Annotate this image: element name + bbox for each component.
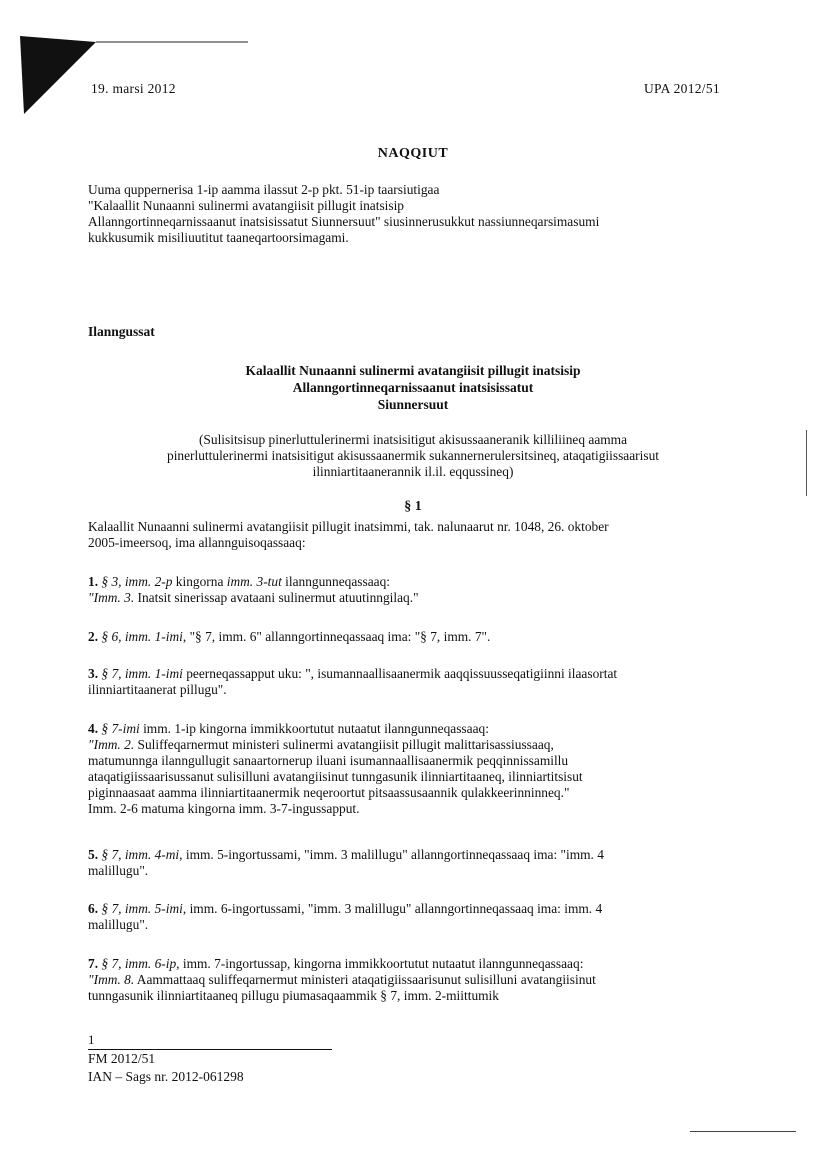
item-text: Inatsit sinerissap avataani sulinermut atuutinngilaq." (134, 590, 419, 605)
intro-line: Uuma quppernerisa 1-ip aamma ilassut 2-p pkt. 51-ip taarsiutigaa (88, 182, 440, 197)
item-reference: § 7, imm. 1-imi (101, 666, 183, 681)
law-title (0, 362, 826, 413)
item-reference: imm. 3-tut (226, 574, 282, 589)
item-text: ilinniartitaanerat pillugu". (88, 682, 227, 697)
item-reference: § 7, imm. 4-mi (101, 847, 180, 862)
section1-intro-line: Kalaallit Nunaanni sulinermi avatangiisit pillugit inatsimmi, tak. nalunaarut nr. 1048, 26. oktober (88, 519, 609, 534)
item-text: imm. 1-ip kingorna immikkoortutut nutaatut ilanngunneqassaaq: (139, 721, 489, 736)
item-text: ataqatigiissaarisussanut sulisilluni avatangiisinut tunngasunik ilinniartitaaneq, ilinniartitsisut (88, 769, 583, 784)
footnote-divider (88, 1049, 332, 1050)
law-title-line: Kalaallit Nunaanni sulinermi avatangiisit pillugit inatsisip (245, 363, 581, 378)
intro-line: "Kalaallit Nunaanni sulinermi avatangiisit pillugit inatsisip (88, 198, 405, 213)
margin-line (806, 430, 807, 496)
item-text: , "§ 7, imm. 6" allanngortinneqassaaq ima: "§ 7, imm. 7". (182, 629, 491, 644)
law-title-line: Siunnersuut (377, 397, 449, 412)
intro-paragraph (88, 182, 748, 246)
quote-reference: "Imm. 8. (88, 972, 135, 987)
intro-line: Allanngortinneqarnissaanut inatsisissatut Siunnersuut" siusinnerusukkut nassiunneqarsimasumi (88, 214, 600, 229)
amendment-item-5 (88, 847, 748, 879)
item-text: malillugu". (88, 863, 149, 878)
item-text: , imm. 7-ingortussap, kingorna immikkoortutut nutaatut ilanngunneqassaaq: (176, 956, 584, 971)
law-subtitle (0, 432, 826, 480)
item-reference: § 7, imm. 6-ip (101, 956, 177, 971)
item-text: ilanngunneqassaaq: (281, 574, 391, 589)
amendment-item-4 (88, 721, 748, 817)
document-date: 19. marsi 2012 (91, 81, 176, 96)
item-text: piginnaasaat aamma ilinniartitaanermik neqeroortut pitsaassusaannik qulakkeerinninneq." (88, 785, 570, 800)
law-subtitle-line: (Sulisitsisup pinerluttulerinermi inatsisitigut akisussaaneranik killiliineq aamma (198, 432, 628, 447)
item-text: kingorna (172, 574, 227, 589)
item-text: Imm. 2-6 matuma kingorna imm. 3-7-ingussapput. (88, 801, 360, 816)
section1-intro (88, 519, 748, 551)
item-reference: § 3, imm. 2-p (101, 574, 173, 589)
law-title-line: Allanngortinneqarnissaanut inatsisissatut (292, 380, 534, 395)
item-text: peerneqassapput uku: ", isumannaallisaanermik aaqqissuusseqatigiinni ilaasortat (182, 666, 618, 681)
intro-line: kukkusumik misiliuutitut taaneqartoorsimagami. (88, 230, 349, 245)
footer-line-2: IAN – Sags nr. 2012-061298 (88, 1069, 244, 1084)
item-text: Suliffeqarnermut ministeri sulinermi avatangiisit pillugit malittarisassiussaaq, (134, 737, 554, 752)
corner-mark (20, 36, 252, 120)
amendment-item-3 (88, 666, 748, 698)
item-number: 3. (88, 666, 99, 681)
item-number: 7. (88, 956, 99, 971)
item-number: 5. (88, 847, 99, 862)
paragraph-mark: § 1 (404, 499, 422, 514)
footnote-mark: 1 (88, 1032, 95, 1047)
item-text: Aammattaaq suliffeqarnermut ministeri ataqatigiissaarisunut sulisilluni avatangiisinut (134, 972, 596, 987)
quote-reference: "Imm. 3. (88, 590, 135, 605)
item-text: , imm. 5-ingortussami, "imm. 3 malillugu" allanngortinneqassaaq ima: "imm. 4 (179, 847, 604, 862)
law-subtitle-line: ilinniartitaanerannik il.il. eqqussineq) (312, 464, 514, 479)
item-reference: § 6, imm. 1-imi (101, 629, 183, 644)
quote-reference: "Imm. 2. (88, 737, 135, 752)
item-number: 2. (88, 629, 99, 644)
section-heading: Ilanngussat (88, 324, 155, 339)
item-text: malillugu". (88, 917, 149, 932)
item-number: 4. (88, 721, 99, 736)
bottom-rule (690, 1131, 796, 1132)
amendment-item-7 (88, 956, 748, 1004)
law-subtitle-line: pinerluttulerinermi inatsisitigut akisussaanermik sukannernerulersitsineq, ataqatigiissaarisut (167, 448, 659, 463)
item-reference: § 7, imm. 5-imi (101, 901, 183, 916)
item-text: , imm. 6-ingortussami, "imm. 3 malillugu" allanngortinneqassaaq ima: imm. 4 (182, 901, 603, 916)
amendment-item-2 (88, 629, 748, 645)
footer-line-1: FM 2012/51 (88, 1051, 156, 1066)
item-text: matumunnga ilanngullugit sanaartornerup iluani isumannaallisaanermik peqqinnissamillu (88, 753, 569, 768)
section1-intro-line: 2005-imeersoq, ima allannguisoqassaaq: (88, 535, 306, 550)
item-reference: § 7-imi (101, 721, 140, 736)
item-text: tunngasunik ilinniartitaaneq pillugu piumasaqaammik § 7, imm. 2-miittumik (88, 988, 499, 1003)
item-number: 6. (88, 901, 99, 916)
item-number: 1. (88, 574, 99, 589)
document-reference: UPA 2012/51 (644, 81, 720, 96)
document-title: NAQQIUT (377, 146, 449, 161)
amendment-item-1 (88, 574, 748, 606)
amendment-item-6 (88, 901, 748, 933)
